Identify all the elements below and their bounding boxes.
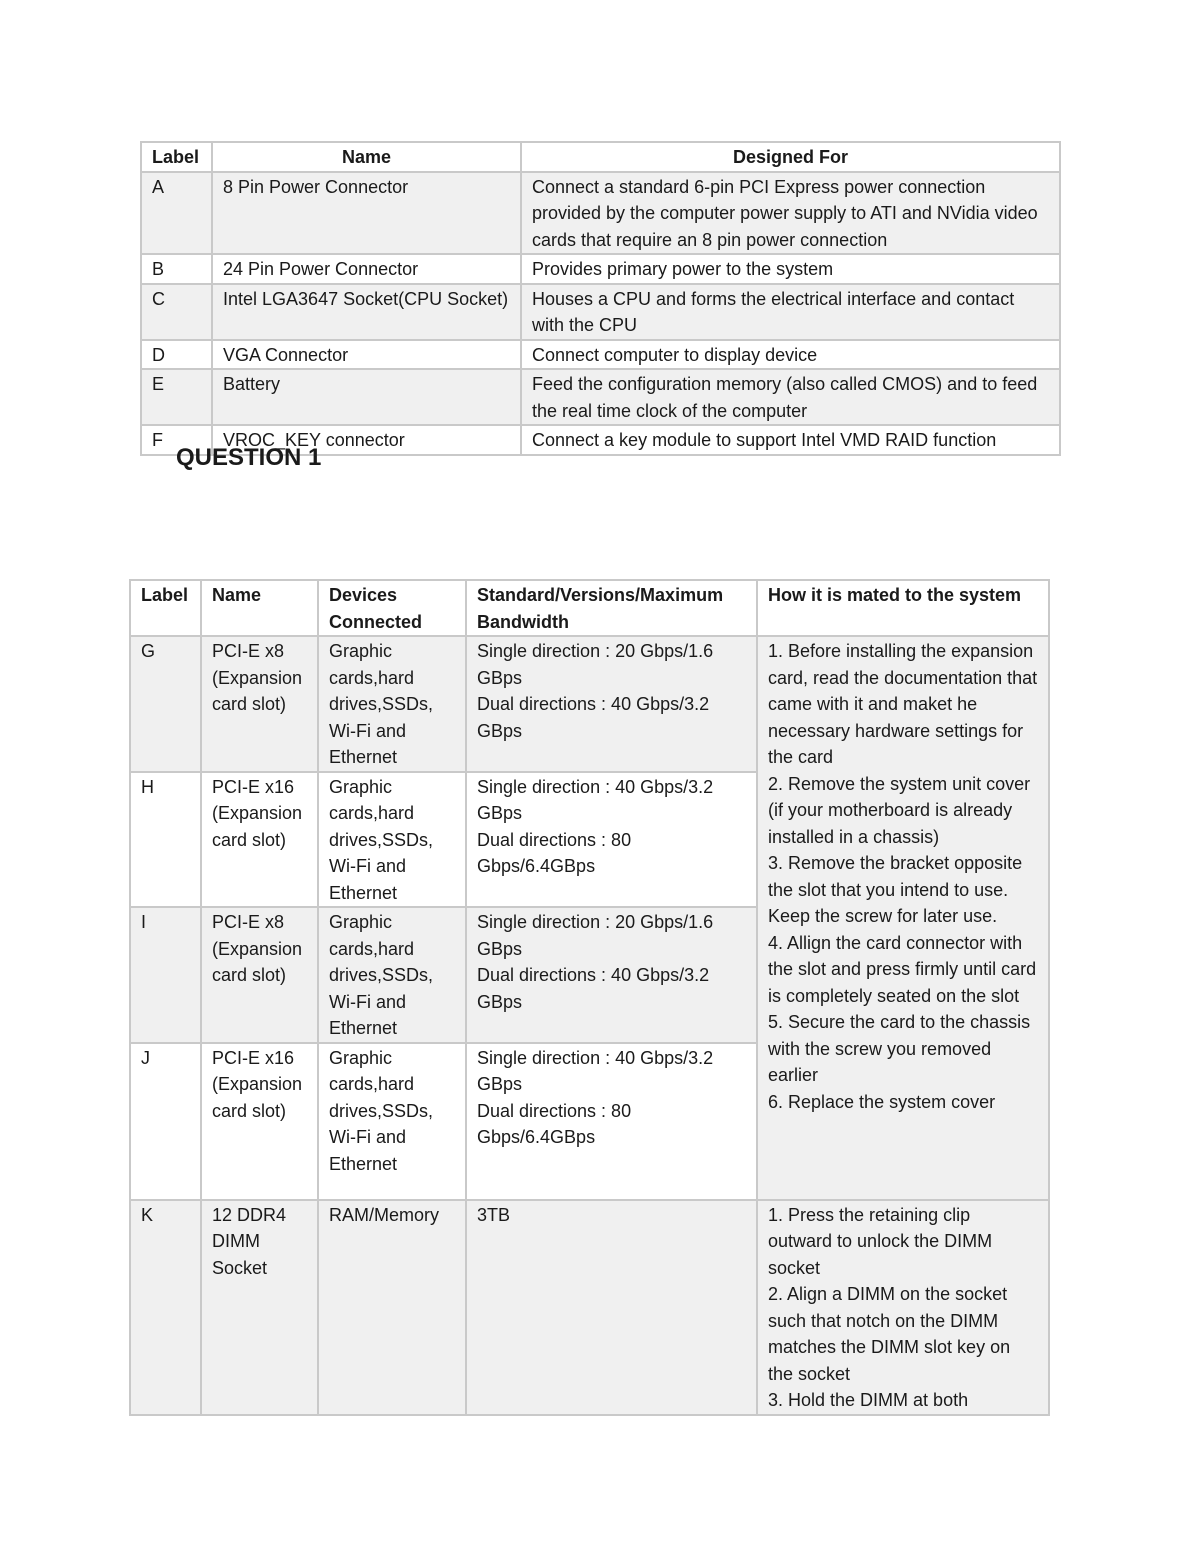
row-standard (466, 772, 757, 908)
row-name: PCI-E x8 (Expansion card slot) (201, 907, 318, 1043)
step: 6. Replace the system cover (768, 1091, 996, 1112)
row-label: A (141, 172, 212, 255)
standard-single: Single direction : 20 Gbps/1.6 GBps (477, 641, 714, 688)
row-name: PCI-E x8 (Expansion card slot) (201, 636, 318, 772)
row-label: I (130, 907, 201, 1043)
row-label: G (130, 636, 201, 772)
step: 3. Remove the bracket opposite the slot that you intend to use. Keep the screw for later use. (768, 853, 1023, 926)
step: 5. Secure the card to the chassis with the screw you removed earlier (768, 1012, 1031, 1085)
row-label: F (141, 425, 212, 455)
table-row (141, 172, 1060, 255)
table-row (141, 340, 1060, 370)
header-mating: How it is mated to the system (757, 580, 1049, 636)
row-label: B (141, 254, 212, 284)
row-standard: 3TB (466, 1200, 757, 1415)
row-designed-for: Provides primary power to the system (521, 254, 1060, 284)
row-devices: RAM/Memory (318, 1200, 466, 1415)
header-devices: Devices Connected (318, 580, 466, 636)
row-label: E (141, 369, 212, 425)
row-standard (466, 1043, 757, 1200)
step: 2. Remove the system unit cover (if your motherboard is already installed in a chassis) (768, 773, 1031, 847)
step: 2. Align a DIMM on the socket such that notch on the DIMM matches the DIMM slot key on the socket (768, 1284, 1011, 1384)
header-label: Label (141, 142, 212, 172)
row-designed-for: Connect computer to display device (521, 340, 1060, 370)
slot-table (129, 579, 1050, 1416)
row-name: Intel LGA3647 Socket(CPU Socket) (212, 284, 521, 340)
row-name: VGA Connector (212, 340, 521, 370)
row-label: J (130, 1043, 201, 1200)
standard-dual: Dual directions : 80 Gbps/6.4GBps (477, 1100, 632, 1147)
dimm-install-steps (757, 1200, 1049, 1415)
row-label: D (141, 340, 212, 370)
header-standard: Standard/Versions/Maximum Bandwidth (466, 580, 757, 636)
row-name: 12 DDR4 DIMM Socket (201, 1200, 318, 1415)
step: 3. Hold the DIMM at both (768, 1390, 969, 1410)
row-devices: Graphic cards,hard drives,SSDs, Wi-Fi and Ethernet (318, 636, 466, 772)
pcie-install-steps (757, 636, 1049, 1200)
row-standard (466, 907, 757, 1043)
standard-dual: Dual directions : 40 Gbps/3.2 GBps (477, 694, 710, 741)
table-row (130, 636, 1049, 772)
row-devices: Graphic cards,hard drives,SSDs, Wi-Fi and Ethernet (318, 907, 466, 1043)
header-name: Name (201, 580, 318, 636)
row-name: Battery (212, 369, 521, 425)
step: 1. Press the retaining clip outward to unlock the DIMM socket (768, 1204, 993, 1278)
row-standard (466, 636, 757, 772)
row-name: 8 Pin Power Connector (212, 172, 521, 255)
row-devices: Graphic cards,hard drives,SSDs, Wi-Fi and Ethernet (318, 772, 466, 908)
standard-single: Single direction : 20 Gbps/1.6 GBps (477, 912, 714, 959)
standard-single: Single direction : 40 Gbps/3.2 GBps (477, 776, 714, 823)
standard-dual: Dual directions : 80 Gbps/6.4GBps (477, 829, 632, 876)
question-heading: QUESTION 1 (176, 444, 322, 471)
row-devices: Graphic cards,hard drives,SSDs, Wi-Fi and Ethernet (318, 1043, 466, 1200)
header-name: Name (212, 142, 521, 172)
row-label: H (130, 772, 201, 908)
row-designed-for: Houses a CPU and forms the electrical interface and contact with the CPU (521, 284, 1060, 340)
row-name: PCI-E x16 (Expansion card slot) (201, 1043, 318, 1200)
header-designed-for: Designed For (521, 142, 1060, 172)
row-designed-for: Connect a key module to support Intel VMD RAID function (521, 425, 1060, 455)
row-label: C (141, 284, 212, 340)
row-label: K (130, 1200, 201, 1415)
row-name: PCI-E x16 (Expansion card slot) (201, 772, 318, 908)
step: 4. Allign the card connector with the slot and press firmly until card is completely seated on the slot (768, 932, 1037, 1006)
row-designed-for: Connect a standard 6-pin PCI Express power connection provided by the computer power supply to ATI and NVidia video cards that require an 8 pin power connection (521, 172, 1060, 255)
table-row (141, 284, 1060, 340)
table-row (130, 1200, 1049, 1415)
standard-single: Single direction : 40 Gbps/3.2 GBps (477, 1047, 714, 1094)
table-row (141, 254, 1060, 284)
step: 1. Before installing the expansion card, read the documentation that came with it and maket he necessary hardware settings for the card (768, 641, 1038, 767)
standard-dual: Dual directions : 40 Gbps/3.2 GBps (477, 965, 710, 1012)
connector-table (140, 141, 1061, 456)
connector-table-header (141, 142, 1060, 172)
row-name: VROC_KEY connector (212, 425, 521, 455)
row-designed-for: Feed the configuration memory (also called CMOS) and to feed the real time clock of the computer (521, 369, 1060, 425)
table-row (141, 369, 1060, 425)
slot-table-header (130, 580, 1049, 636)
row-name: 24 Pin Power Connector (212, 254, 521, 284)
header-label: Label (130, 580, 201, 636)
